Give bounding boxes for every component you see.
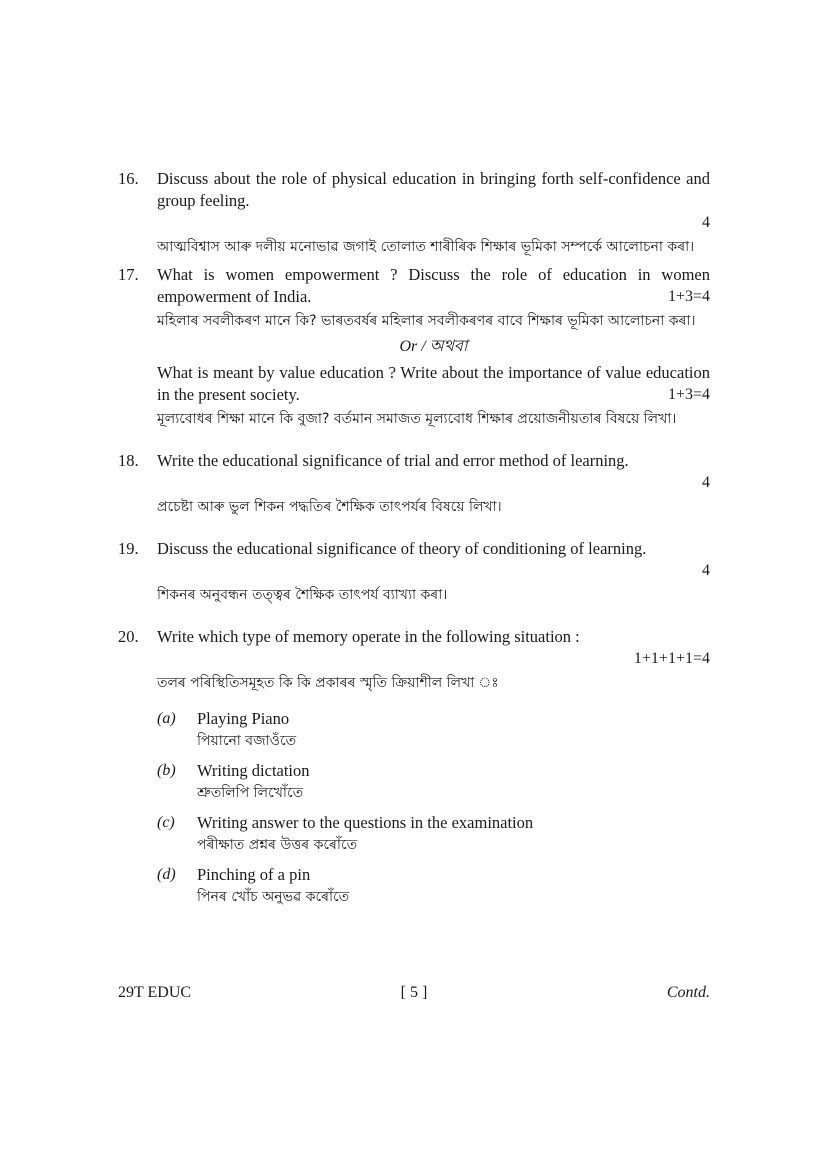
question-text: What is meant by value education ? Write about the importance of value education in the present society. — [157, 363, 710, 404]
question-text-assamese: মহিলাৰ সবলীকৰণ মানে কি? ভাৰতবৰ্ষৰ মহিলাৰ সবলীকৰণৰ বাবে শিক্ষাৰ ভূমিকা আলোচনা কৰা। — [157, 313, 696, 329]
paper-code: 29T EDUC — [118, 984, 192, 1001]
question-number: 17. — [118, 265, 139, 284]
question-number: 19. — [118, 539, 139, 558]
sub-question-assamese: শ্ৰুতলিপি লিখোঁতে — [197, 785, 304, 801]
question-text: What is women empowerment ? Discuss the role of education in women empowerment of India. — [157, 265, 710, 306]
sub-question-assamese: পিনৰ খোঁচ অনুভৱ কৰোঁতে — [197, 889, 350, 905]
question-number: 20. — [118, 627, 139, 646]
sub-question-list — [157, 708, 710, 908]
question-text-assamese: প্ৰচেষ্টা আৰু ভুল শিকন পদ্ধতিৰ শৈক্ষিক তাৎপৰ্যৰ বিষয়ে লিখা। — [157, 499, 502, 515]
marks: 4 — [702, 562, 710, 579]
marks: 1+1+1+1=4 — [633, 650, 710, 667]
question-20 — [118, 626, 710, 908]
sub-question-label: (b) — [157, 762, 176, 779]
sub-question-assamese: পৰীক্ষাত প্ৰশ্নৰ উত্তৰ কৰোঁতে — [197, 837, 358, 853]
marks: 4 — [702, 214, 710, 231]
question-page — [118, 168, 710, 916]
question-16 — [118, 168, 710, 258]
page-number: [ 5 ] — [400, 984, 428, 1001]
sub-question-english: Writing dictation — [197, 761, 310, 780]
question-text-english: Write the educational significance of trial and error method of learning. — [157, 451, 629, 470]
sub-question-c — [157, 812, 710, 856]
sub-question-label: (d) — [157, 866, 176, 883]
question-text-english: Write which type of memory operate in the following situation : — [157, 627, 580, 646]
sub-question-a — [157, 708, 710, 752]
question-18 — [118, 450, 710, 518]
question-text-english — [157, 168, 710, 234]
sub-question-label: (a) — [157, 710, 176, 727]
or-divider: Or / অথবা — [399, 338, 468, 355]
page-footer — [118, 982, 710, 1004]
marks: 4 — [702, 474, 710, 491]
question-number: 16. — [118, 169, 139, 188]
sub-question-b — [157, 760, 710, 804]
sub-question-d — [157, 864, 710, 908]
marks: 1+3=4 — [667, 288, 710, 305]
question-text-assamese: তলৰ পৰিস্থিতিসমূহত কি কি প্ৰকাৰৰ স্মৃতি ক্ৰিয়াশীল লিখা ঃ — [157, 675, 499, 691]
continued-label: Contd. — [666, 984, 710, 1001]
question-19 — [118, 538, 710, 606]
sub-question-english: Writing answer to the questions in the examination — [197, 813, 534, 832]
question-text: Discuss about the role of physical education in bringing forth self-confidence and group feeling. — [157, 169, 710, 210]
sub-question-english: Playing Piano — [197, 709, 290, 728]
sub-question-label: (c) — [157, 814, 175, 831]
question-text-assamese: শিকনৰ অনুবন্ধন তত্ত্বৰ শৈক্ষিক তাৎপৰ্য ব্যাখ্যা কৰা। — [157, 587, 448, 603]
question-number: 18. — [118, 451, 139, 470]
question-text-assamese: আত্মবিশ্বাস আৰু দলীয় মনোভাৱ জগাই তোলাত শাৰীৰিক শিক্ষাৰ ভূমিকা সম্পৰ্কে আলোচনা কৰা। — [157, 239, 695, 255]
marks: 1+3=4 — [667, 386, 710, 403]
alternative-question-assamese: মূল্যবোধৰ শিক্ষা মানে কি বুজা? বৰ্তমান সমাজত মূল্যবোধ শিক্ষাৰ প্ৰয়োজনীয়তাৰ বিষয়ে লিখা। — [157, 411, 677, 427]
sub-question-english: Pinching of a pin — [197, 865, 311, 884]
question-text-english: Discuss the educational significance of theory of conditioning of learning. — [157, 539, 647, 558]
question-17 — [118, 264, 710, 430]
sub-question-assamese: পিয়ানো বজাওঁতে — [197, 733, 297, 749]
